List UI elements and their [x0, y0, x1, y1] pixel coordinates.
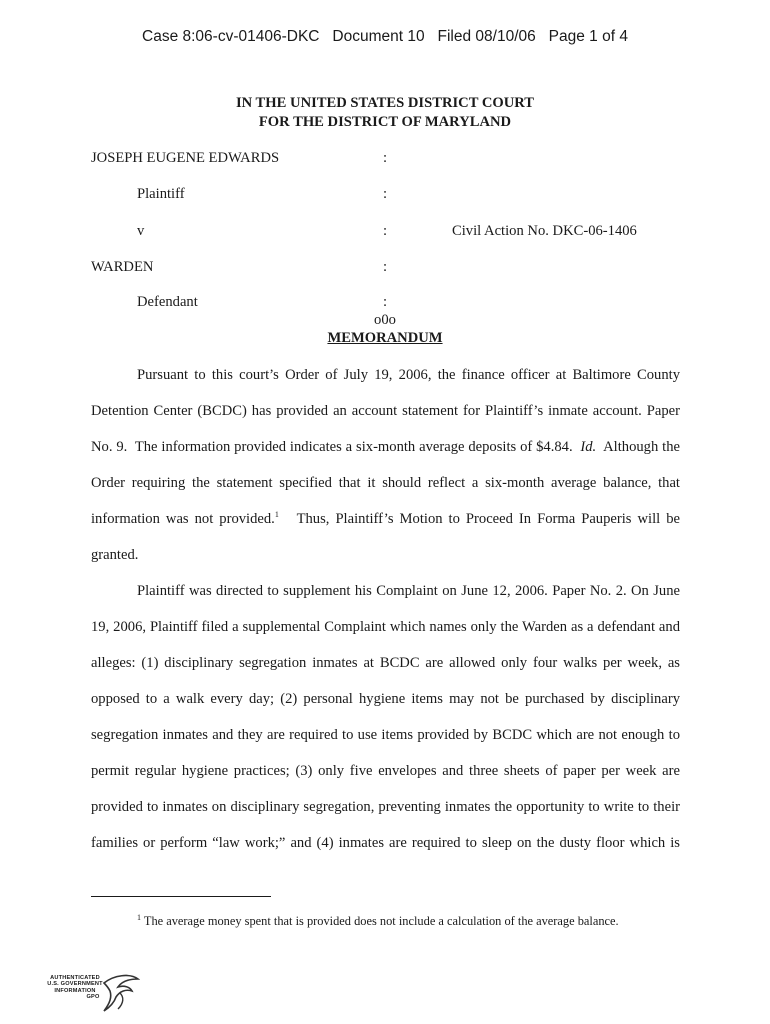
defendant-role: Defendant: [137, 294, 198, 310]
court-title-line1: IN THE UNITED STATES DISTRICT COURT: [235, 95, 535, 111]
footnote-marker: 1: [137, 913, 141, 922]
caption-separator: o0o: [374, 312, 396, 328]
paragraph-2-line-8: families or perform “law work;” and (4) inmates are required to sleep on the dusty floor which is: [91, 835, 680, 851]
seal-line-2: U.S. GOVERNMENT: [47, 981, 103, 988]
footnote-divider: [91, 896, 271, 897]
seal-line-3: INFORMATION: [54, 987, 96, 994]
caption-colon-2: :: [383, 186, 388, 202]
footnote-1: [137, 914, 619, 929]
paragraph-2-line-4: opposed to a walk every day; (2) personal hygiene items may not be purchased by disciplinary: [91, 691, 680, 707]
paragraph-2-line-1: Plaintiff was directed to supplement his Complaint on June 12, 2006. Paper No. 2. On June: [137, 583, 680, 599]
versus-label: v: [137, 223, 145, 239]
paragraph-1-line-2: Detention Center (BCDC) has provided an account statement for Plaintiff’s inmate account. Paper: [91, 403, 680, 419]
memorandum-title: MEMORANDUM: [327, 330, 443, 346]
court-title-line2: FOR THE DISTRICT OF MARYLAND: [258, 114, 512, 130]
footnote-text: The average money spent that is provided does not include a calculation of the average balance.: [143, 914, 619, 928]
caption-colon-5: :: [383, 294, 388, 310]
paragraph-1-line-5-text-b: Thus, Plaintiff’s Motion to Proceed In Forma Pauperis will be: [278, 511, 680, 527]
plaintiff-name: JOSEPH EUGENE EDWARDS: [91, 150, 280, 166]
defendant-name: WARDEN: [91, 259, 154, 275]
paragraph-1-line-5: [91, 512, 680, 527]
paragraph-2-line-3: alleges: (1) disciplinary segregation inmates at BCDC are allowed only four walks per week, as: [91, 655, 680, 671]
plaintiff-role: Plaintiff: [137, 186, 185, 202]
paragraph-1-line-3: [91, 440, 680, 455]
id-citation: Id.: [580, 439, 597, 455]
civil-action-number: Civil Action No. DKC-06-1406: [452, 223, 637, 239]
paragraph-1-line-5-text-a: information was not provided.: [91, 511, 275, 527]
caption-colon-1: :: [383, 150, 388, 166]
gpo-authentication-seal: [44, 973, 134, 1013]
footnote-reference-1[interactable]: 1: [274, 510, 279, 519]
caption-colon-4: :: [383, 259, 388, 275]
case-header: Case 8:06-cv-01406-DKC Document 10 Filed 08/10/06 Page 1 of 4: [142, 28, 628, 45]
paragraph-1-line-6: granted.: [91, 547, 139, 563]
seal-line-4: GPO: [86, 994, 100, 1001]
paragraph-1-line-4: Order requiring the statement specified that it should reflect a six-month average balance, that: [91, 475, 680, 491]
paragraph-2-line-5: segregation inmates and they are required to use items provided by BCDC which are not enough to: [91, 727, 680, 743]
paragraph-2-line-6: permit regular hygiene practices; (3) only five envelopes and three sheets of paper per week are: [91, 763, 680, 779]
paragraph-1-line-3-text-a: No. 9. The information provided indicates a six-month average deposits of $4.84.: [91, 439, 581, 455]
caption-colon-3: :: [383, 223, 388, 239]
paragraph-1-line-3-text-b: Although the: [596, 439, 680, 455]
seal-line-1: AUTHENTICATED: [50, 975, 100, 981]
seal-text: [44, 975, 106, 1001]
paragraph-2-line-2: 19, 2006, Plaintiff filed a supplemental Complaint which names only the Warden as a defendant and: [91, 619, 680, 635]
paragraph-2-line-7: provided to inmates on disciplinary segregation, preventing inmates the opportunity to write to their: [91, 799, 680, 815]
eagle-logo-icon: [100, 973, 140, 1013]
paragraph-1-line-1: Pursuant to this court’s Order of July 19, 2006, the finance officer at Baltimore County: [137, 367, 680, 383]
